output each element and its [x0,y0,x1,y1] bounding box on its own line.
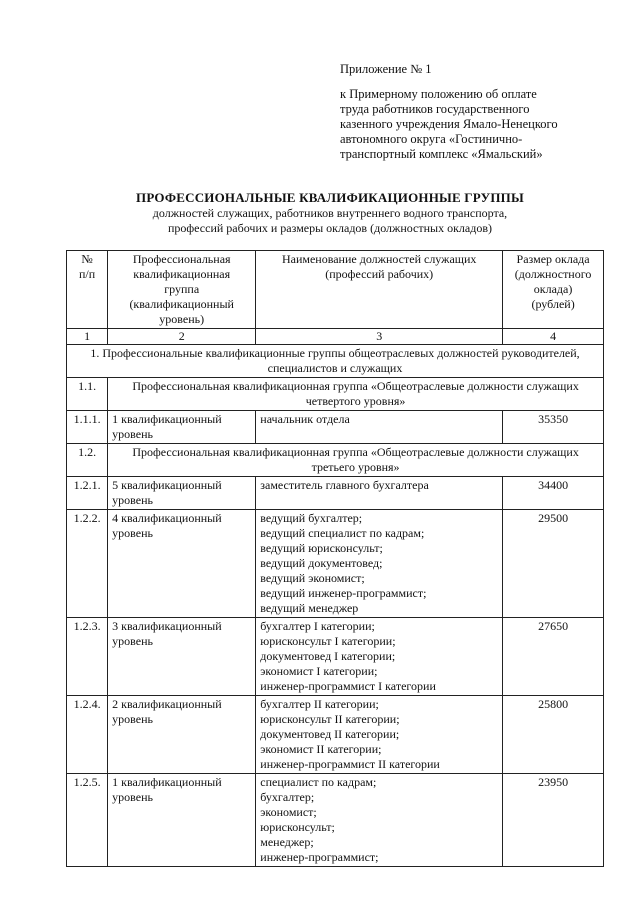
header-salary: Размер оклада (должностного оклада) (рублей) [503,251,604,329]
table-row [67,696,604,774]
row-code: 1.2.5. [67,774,108,867]
position-item: начальник отдела [260,412,350,426]
group-row [67,444,604,477]
column-number-cell: 3 [256,329,503,345]
row-level: 4 квалификационный уровень [108,510,256,618]
subtitle-line: профессий рабочих и размеры окладов (должностных окладов) [167,221,493,235]
position-item: заместитель главного бухгалтера [260,478,429,492]
position-item: ведущий бухгалтер; [260,511,363,525]
row-code: 1.1.1. [67,411,108,444]
row-salary: 27650 [503,618,604,696]
row-positions [256,618,503,696]
group-title: Профессиональная квалификационная группа «Общеотраслевые должности служащих четвертого уровня» [108,378,604,411]
group-title: Профессиональная квалификационная группа «Общеотраслевые должности служащих третьего уровня» [108,444,604,477]
appendix-line: к Примерному положению об оплате [340,87,537,101]
position-item: юрисконсульт; [260,820,335,834]
row-salary: 25800 [503,696,604,774]
table-row [67,510,604,618]
position-item: юрисконсульт I категории; [260,634,396,648]
positions-list [260,775,498,865]
column-number-cell: 4 [503,329,604,345]
table-row [67,774,604,867]
row-salary: 29500 [503,510,604,618]
header-number: № п/п [67,251,108,329]
position-item: ведущий инженер-программист; [260,586,427,600]
position-item: ведущий документовед; [260,556,383,570]
positions-list [260,697,498,772]
position-item: документовед II категории; [260,727,400,741]
position-item: документовед I категории; [260,649,396,663]
appendix-line: труда работников государственного [340,102,530,116]
position-item: менеджер; [260,835,314,849]
position-item: инженер-программист I категории [260,679,436,693]
appendix-line: казенного учреждения Ямало-Ненецкого [340,117,558,131]
table-row [67,477,604,510]
position-item: специалист по кадрам; [260,775,377,789]
position-item: юрисконсульт II категории; [260,712,400,726]
row-code: 1.2.4. [67,696,108,774]
position-item: экономист; [260,805,317,819]
position-item: ведущий менеджер [260,601,359,615]
salary-table-body [67,251,604,867]
section-row [67,345,604,378]
position-item: экономист II категории; [260,742,382,756]
position-item: бухгалтер II категории; [260,697,379,711]
row-positions [256,774,503,867]
document-subtitle [40,206,620,236]
document-title: ПРОФЕССИОНАЛЬНЫЕ КВАЛИФИКАЦИОННЫЕ ГРУППЫ [136,190,524,205]
position-item: бухгалтер; [260,790,315,804]
row-salary: 34400 [503,477,604,510]
table-header-row [67,251,604,329]
position-item: ведущий специалист по кадрам; [260,526,425,540]
position-item: экономист I категории; [260,664,378,678]
row-positions [256,510,503,618]
position-item: инженер-программист II категории [260,757,440,771]
positions-list [260,478,498,493]
appendix-line: транспортный комплекс «Ямальский» [340,147,543,161]
row-positions [256,696,503,774]
row-code: 1.2.2. [67,510,108,618]
section-title: 1. Профессиональные квалификационные группы общеотраслевых должностей руководителей, специалистов и служащих [67,345,604,378]
row-code: 1.2.1. [67,477,108,510]
row-level: 5 квалификационный уровень [108,477,256,510]
appendix-number: Приложение № 1 [340,62,432,76]
group-row [67,378,604,411]
positions-list [260,412,498,427]
row-level: 3 квалификационный уровень [108,618,256,696]
salary-table [66,250,604,867]
table-row [67,618,604,696]
row-level: 1 квалификационный уровень [108,774,256,867]
position-item: ведущий экономист; [260,571,365,585]
position-item: ведущий юрисконсульт; [260,541,383,555]
positions-list [260,511,498,616]
row-level: 1 квалификационный уровень [108,411,256,444]
subtitle-line: должностей служащих, работников внутреннего водного транспорта, [152,206,508,220]
row-code: 1.2.3. [67,618,108,696]
column-number-cell: 2 [108,329,256,345]
row-level: 2 квалификационный уровень [108,696,256,774]
row-salary: 35350 [503,411,604,444]
header-group: Профессиональная квалификационная группа (квалификационный уровень) [108,251,256,329]
row-positions [256,411,503,444]
header-positions: Наименование должностей служащих (профессий рабочих) [256,251,503,329]
appendix-line: автономного округа «Гостинично- [340,132,523,146]
table-row [67,411,604,444]
positions-list [260,619,498,694]
position-item: бухгалтер I категории; [260,619,375,633]
row-salary: 23950 [503,774,604,867]
position-item: инженер-программист; [260,850,379,864]
column-number-row [67,329,604,345]
appendix-block [340,62,580,162]
group-code: 1.2. [67,444,108,477]
group-code: 1.1. [67,378,108,411]
row-positions [256,477,503,510]
column-number-cell: 1 [67,329,108,345]
